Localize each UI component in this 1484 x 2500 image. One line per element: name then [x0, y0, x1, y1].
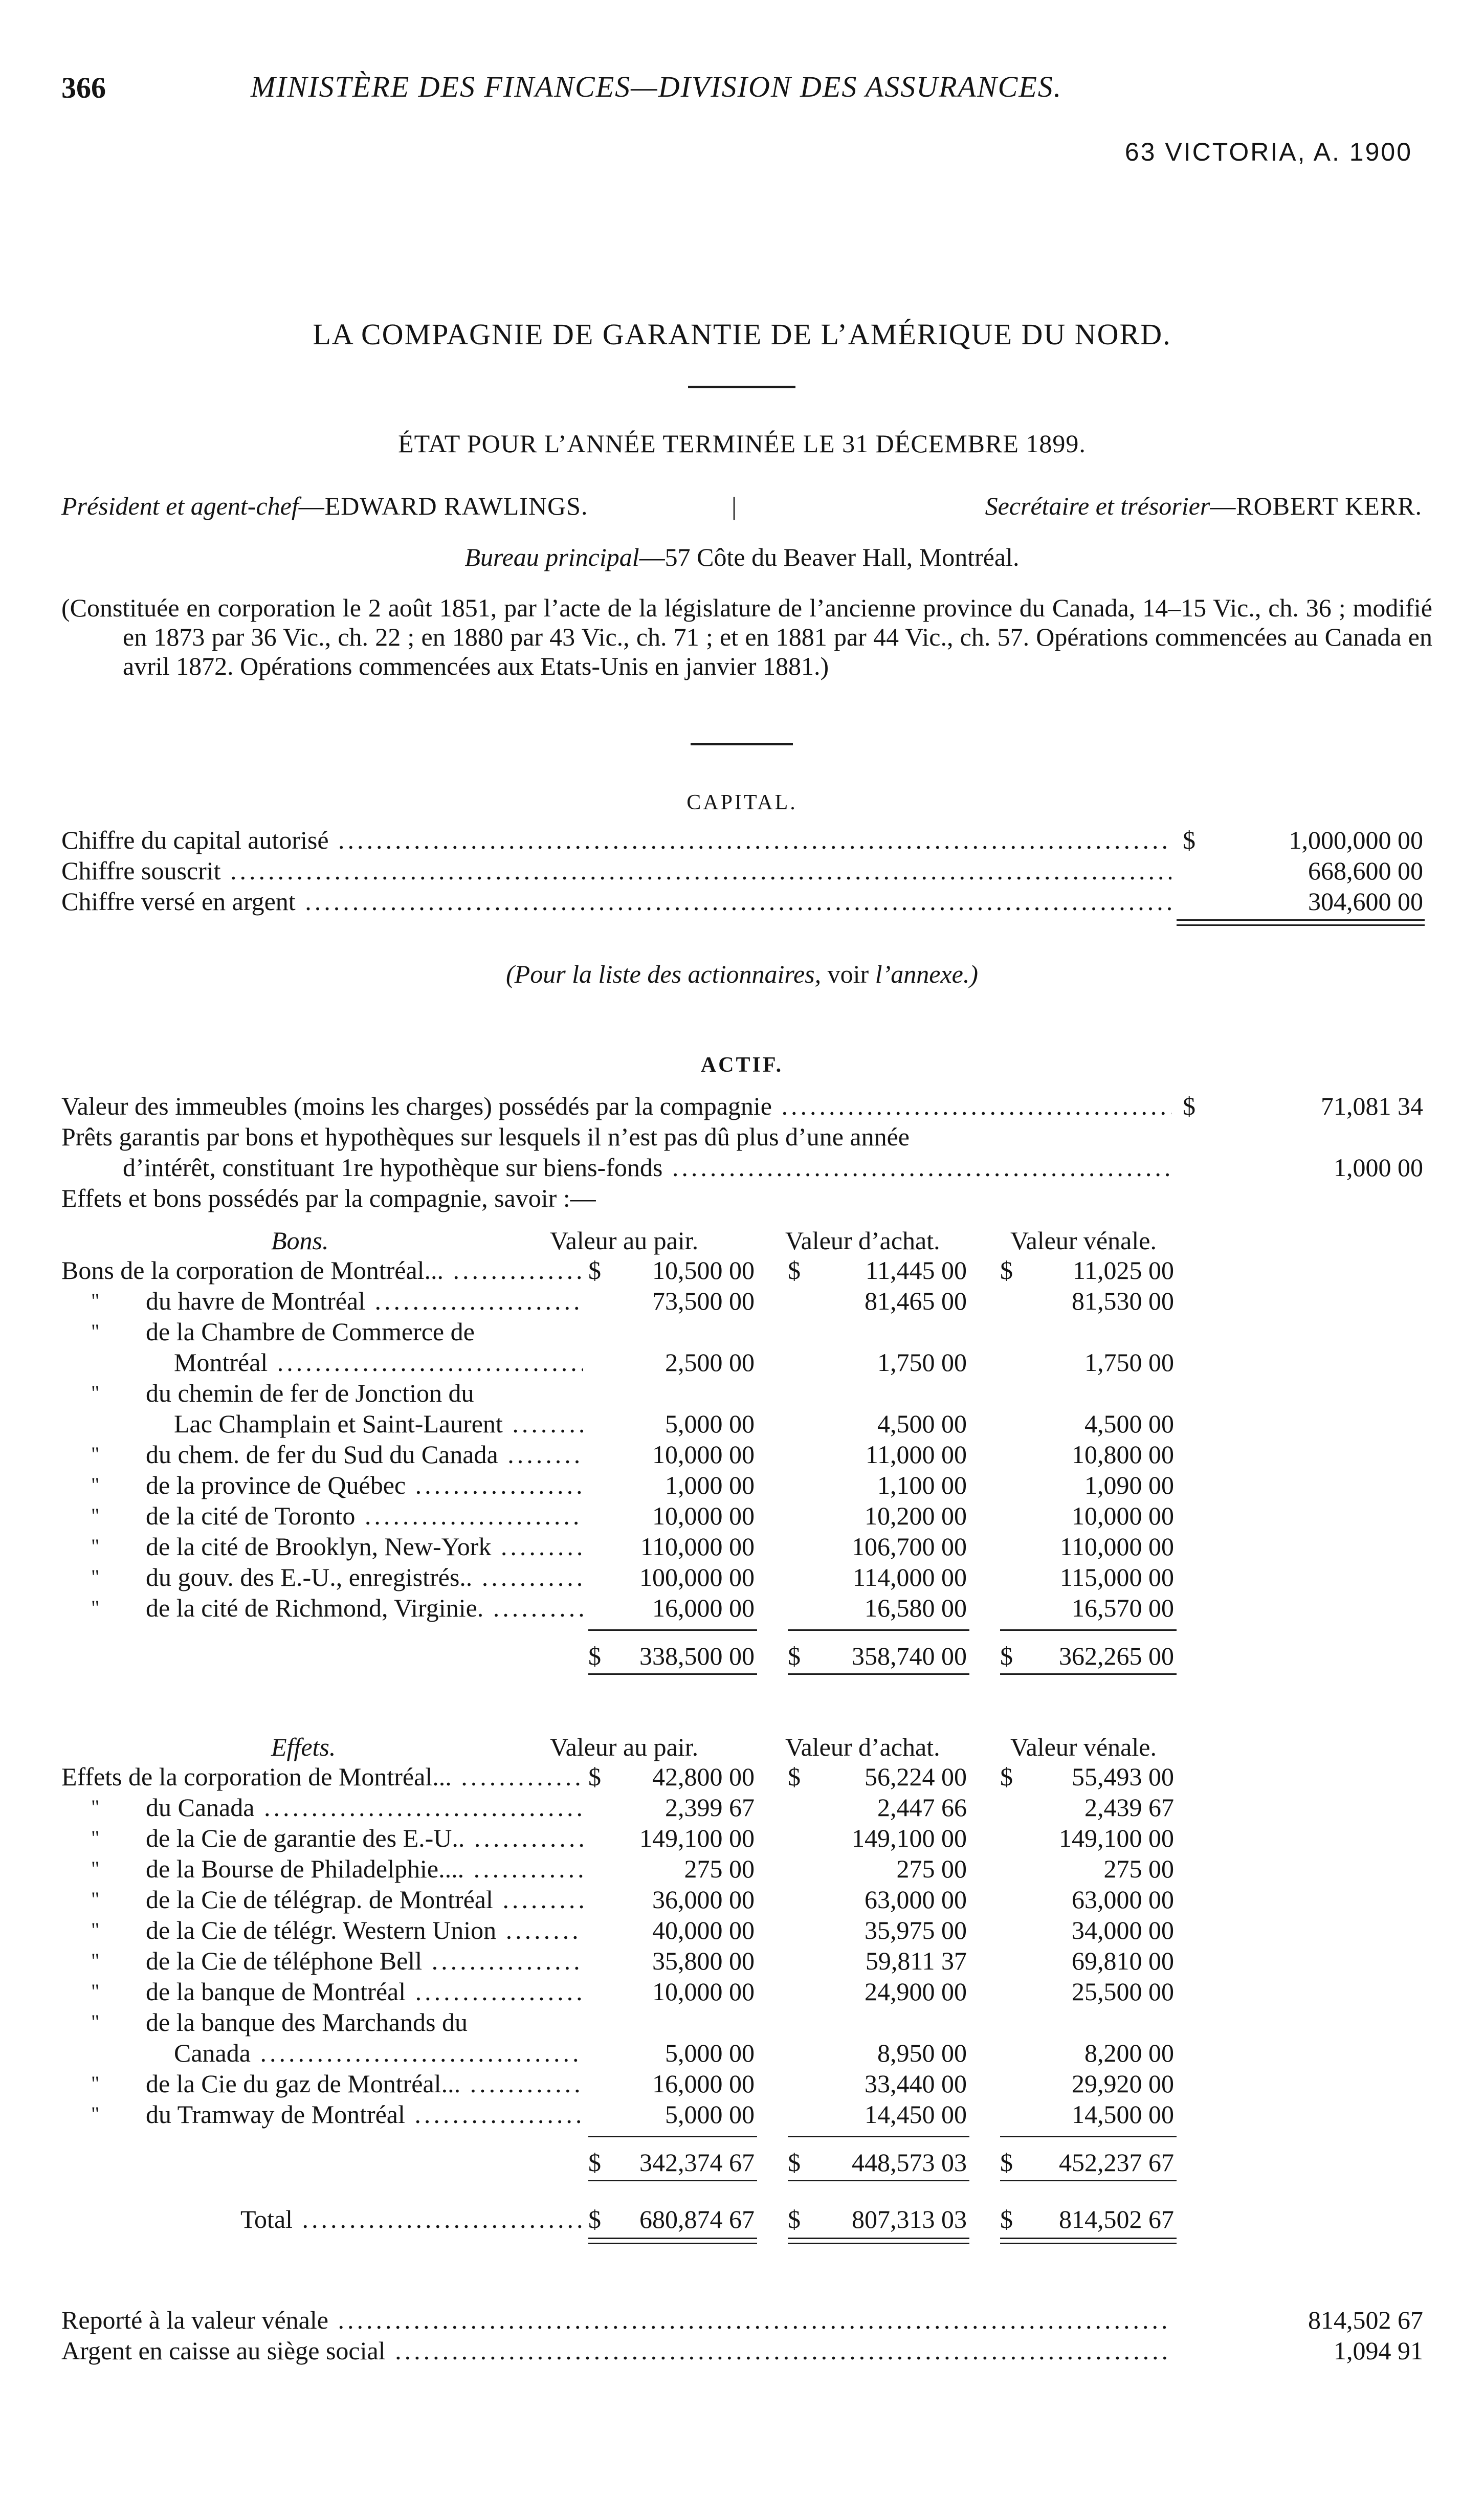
stock-cost-value: 56,224 00	[865, 1762, 967, 1791]
stock-cost-value: 2,447 66	[877, 1793, 967, 1822]
stock-cost-value: 35,975 00	[865, 1916, 967, 1944]
bond-sum-rule	[588, 1629, 757, 1631]
bond-total-underline	[1000, 1673, 1177, 1675]
title-rule	[688, 386, 795, 388]
bond-cost-value: 1,100 00	[877, 1471, 967, 1499]
stock-par-value: 36,000 00	[652, 1885, 755, 1914]
stock-cost-value: 275 00	[896, 1854, 967, 1883]
stock-total-par: 342,374 67	[639, 2148, 755, 2177]
currency-sign: $	[788, 1642, 801, 1670]
stock-total-cost: 448,573 03	[852, 2148, 967, 2177]
currency-sign: $	[588, 1642, 601, 1670]
bond-par-value: 16,000 00	[652, 1594, 755, 1622]
grand-total-double-rule	[588, 2238, 757, 2239]
ditto-mark: "	[91, 1381, 100, 1404]
stock-cost-value: 59,811 37	[865, 1946, 967, 1975]
bond-cost-value: 114,000 00	[852, 1563, 967, 1591]
currency-sign: $	[1000, 2205, 1013, 2233]
bond-par-value: 2,500 00	[665, 1348, 755, 1377]
bond-total-underline	[588, 1673, 757, 1675]
actif-heading: ACTIF.	[700, 1053, 784, 1077]
stock-par-value: 5,000 00	[665, 2100, 755, 2129]
currency-sign: $	[788, 2205, 801, 2233]
stock-market-value: 29,920 00	[1072, 2069, 1174, 2098]
secretary: Secrétaire et trésorier—ROBERT KERR.	[985, 492, 1422, 520]
stock-row-label: Canada .....	[174, 2038, 583, 2068]
stock-market-value: 8,200 00	[1084, 2039, 1174, 2067]
summary-label: Argent en caisse au siège social .....	[61, 2335, 1171, 2366]
currency-sign: $	[1000, 1762, 1013, 1791]
stock-total-underline	[788, 2180, 969, 2181]
stock-market-value: 55,493 00	[1072, 1762, 1174, 1791]
stock-par-value: 2,399 67	[665, 1793, 755, 1822]
bond-par-value: 73,500 00	[652, 1287, 755, 1315]
stock-total-market: 452,237 67	[1059, 2148, 1174, 2177]
bond-sum-rule	[788, 1629, 969, 1631]
grand-total-double-rule	[588, 2243, 757, 2244]
stock-cost-value: 33,440 00	[865, 2069, 967, 2098]
stock-total-underline	[588, 2180, 757, 2181]
currency-sign: $	[588, 2148, 601, 2177]
currency-sign: $	[788, 1256, 801, 1285]
stock-col-cost: Valeur d’achat.	[785, 1733, 940, 1761]
stock-par-value: 35,800 00	[652, 1946, 755, 1975]
stock-market-value: 2,439 67	[1084, 1793, 1174, 1822]
bond-row-label: du gouv. des E.-U., enregistrés.. .....	[146, 1562, 583, 1592]
capital-double-rule	[1177, 924, 1425, 926]
bond-total-cost: 358,740 00	[852, 1642, 967, 1670]
charter-note: (Constituée en corporation le 2 août 1851, par l’acte de la législature de l’ancienne province du Canada, 14–15 Vic., ch. 36 ; modifié en 1873 par 36 Vic., ch. 22 ; en 1880 par 43 Vic., ch. 71 ; et en 1881 par 44 Vic., ch. 57. Opérations commencées au Canada en avril 1872. Opérations commencées aux Etats-Unis en janvier 1881.)	[61, 593, 1432, 680]
bond-col-market: Valeur vénale.	[1010, 1226, 1157, 1255]
currency-sign: $	[1000, 2148, 1013, 2177]
bond-row-label: de la cité de Toronto .....	[146, 1500, 583, 1531]
capital-amount: 1,000,000 00	[1289, 826, 1423, 854]
bond-par-value: 10,000 00	[652, 1501, 755, 1530]
stock-par-value: 16,000 00	[652, 2069, 755, 2098]
currency-sign: $	[1000, 1256, 1013, 1285]
ditto-mark: "	[91, 1796, 100, 1819]
bond-market-value: 81,530 00	[1072, 1287, 1174, 1315]
grand-total-market: 814,502 67	[1059, 2205, 1174, 2233]
stock-section-label: Effets.	[271, 1733, 336, 1761]
ditto-mark: "	[91, 2010, 100, 2033]
ditto-mark: "	[91, 1596, 100, 1619]
currency-sign: $	[1000, 1642, 1013, 1670]
stock-par-value: 42,800 00	[652, 1762, 755, 1791]
stock-market-value: 63,000 00	[1072, 1885, 1174, 1914]
stock-market-value: 69,810 00	[1072, 1946, 1174, 1975]
currency-sign: $	[788, 1762, 801, 1791]
stock-par-value: 149,100 00	[639, 1824, 755, 1852]
grand-total-double-rule	[1000, 2243, 1177, 2244]
securities-label: Effets et bons possédés par la compagnie, savoir :—	[61, 1184, 596, 1212]
bond-market-value: 11,025 00	[1072, 1256, 1174, 1285]
bond-row-label: de la cité de Richmond, Virginie. .....	[146, 1592, 583, 1623]
bond-cost-value: 11,445 00	[865, 1256, 967, 1285]
bond-row-label: du chem. de fer du Sud du Canada .....	[146, 1439, 583, 1470]
bond-par-value: 100,000 00	[639, 1563, 755, 1591]
stock-sum-rule	[788, 2136, 969, 2137]
ditto-mark: "	[91, 1826, 100, 1849]
ditto-mark: "	[91, 1504, 100, 1527]
ditto-mark: "	[91, 1443, 100, 1466]
currency-sign: $	[588, 1256, 601, 1285]
stock-row-label: de la Cie de télégrap. de Montréal .....	[146, 1884, 583, 1915]
real-estate-amount: 71,081 34	[1321, 1092, 1423, 1120]
head-office: Bureau principal—57 Côte du Beaver Hall, Montréal.	[464, 543, 1020, 571]
stock-row-label: Effets de la corporation de Montréal... .....	[61, 1761, 583, 1792]
stock-row-label: du Tramway de Montréal .....	[146, 2099, 583, 2130]
currency-sign: $	[1183, 1092, 1195, 1120]
bond-row-label: du havre de Montréal .....	[146, 1286, 583, 1316]
bond-cost-value: 1,750 00	[877, 1348, 967, 1377]
shareholders-note: (Pour la liste des actionnaires, voir l’annexe.)	[506, 960, 978, 988]
bond-par-value: 5,000 00	[665, 1409, 755, 1438]
bond-row-label: de la cité de Brooklyn, New-York .....	[146, 1531, 583, 1562]
bond-total-underline	[788, 1673, 969, 1675]
loans-label: Prêts garantis par bons et hypothèques sur lesquels il n’est pas dû plus d’une année	[61, 1122, 910, 1151]
bond-market-value: 16,570 00	[1072, 1594, 1174, 1622]
bond-market-value: 1,750 00	[1084, 1348, 1174, 1377]
capital-label: Chiffre versé en argent .....	[61, 886, 1171, 917]
bond-row-label: Bons de la corporation de Montréal... .....	[61, 1255, 583, 1286]
stock-row-label: de la Bourse de Philadelphie.... .....	[146, 1853, 583, 1884]
stock-col-par: Valeur au pair.	[550, 1733, 699, 1761]
bond-par-value: 10,000 00	[652, 1440, 755, 1469]
session-label: 63 VICTORIA, A. 1900	[1124, 138, 1412, 166]
bond-market-value: 4,500 00	[1084, 1409, 1174, 1438]
company-title: LA COMPAGNIE DE GARANTIE DE L’AMÉRIQUE DU NORD.	[313, 318, 1171, 351]
stock-cost-value: 24,900 00	[865, 1977, 967, 2006]
capital-heading: CAPITAL.	[686, 791, 798, 814]
loans-amount: 1,000 00	[1334, 1153, 1423, 1182]
capital-label: Chiffre souscrit .....	[61, 855, 1171, 886]
grand-total-label: Total .....	[240, 2204, 583, 2234]
stock-par-value: 275 00	[684, 1854, 755, 1883]
currency-sign: $	[588, 2205, 601, 2233]
bond-cost-value: 106,700 00	[852, 1532, 967, 1561]
stock-cost-value: 63,000 00	[865, 1885, 967, 1914]
ditto-mark: "	[91, 1857, 100, 1880]
bond-total-market: 362,265 00	[1059, 1642, 1174, 1670]
capital-amount: 668,600 00	[1308, 856, 1423, 885]
bond-market-value: 10,000 00	[1072, 1501, 1174, 1530]
stock-market-value: 14,500 00	[1072, 2100, 1174, 2129]
grand-total-cost: 807,313 03	[852, 2205, 967, 2233]
bond-par-value: 10,500 00	[652, 1256, 755, 1285]
grand-total-double-rule	[788, 2243, 969, 2244]
bond-par-value: 110,000 00	[640, 1532, 755, 1561]
ditto-mark: "	[91, 1289, 100, 1312]
stock-row-label: du Canada .....	[146, 1792, 583, 1823]
summary-amount: 1,094 91	[1334, 2336, 1423, 2365]
stock-market-value: 25,500 00	[1072, 1977, 1174, 2006]
capital-double-rule	[1177, 919, 1425, 921]
loans-label-cont: d’intérêt, constituant 1re hypothèque sur biens-fonds .....	[123, 1152, 1171, 1183]
bond-market-value: 110,000 00	[1059, 1532, 1174, 1561]
bond-market-value: 10,800 00	[1072, 1440, 1174, 1469]
bond-col-par: Valeur au pair.	[550, 1226, 699, 1255]
ditto-mark: "	[91, 1918, 100, 1941]
ditto-mark: "	[91, 2103, 100, 2126]
stock-market-value: 34,000 00	[1072, 1916, 1174, 1944]
stock-market-value: 149,100 00	[1059, 1824, 1174, 1852]
president: Président et agent-chef—EDWARD RAWLINGS.	[61, 492, 588, 520]
bond-row-label: de la province de Québec .....	[146, 1470, 583, 1500]
bond-col-cost: Valeur d’achat.	[785, 1226, 940, 1255]
ditto-mark: "	[91, 1565, 100, 1588]
bond-cost-value: 16,580 00	[865, 1594, 967, 1622]
summary-amount: 814,502 67	[1308, 2306, 1423, 2334]
bond-row-label: Montréal .....	[174, 1347, 583, 1378]
bond-sum-rule	[1000, 1629, 1177, 1631]
grand-total-double-rule	[1000, 2238, 1177, 2239]
stock-col-market: Valeur vénale.	[1010, 1733, 1157, 1761]
stock-row-label: de la Cie de téléphone Bell .....	[146, 1945, 583, 1976]
capital-amount: 304,600 00	[1308, 887, 1423, 916]
stock-sum-rule	[588, 2136, 757, 2137]
bond-row-label: Lac Champlain et Saint-Laurent .....	[174, 1408, 583, 1439]
ditto-mark: "	[91, 1980, 100, 2003]
bond-total-par: 338,500 00	[639, 1642, 755, 1670]
bond-market-value: 115,000 00	[1059, 1563, 1174, 1591]
ditto-mark: "	[91, 1320, 100, 1343]
bond-market-value: 1,090 00	[1084, 1471, 1174, 1499]
stock-par-value: 40,000 00	[652, 1916, 755, 1944]
grand-total-double-rule	[788, 2238, 969, 2239]
stock-row-label: de la banque de Montréal .....	[146, 1976, 583, 2007]
statement-title: ÉTAT POUR L’ANNÉE TERMINÉE LE 31 DÉCEMBRE 1899.	[398, 429, 1086, 458]
stock-cost-value: 8,950 00	[877, 2039, 967, 2067]
stock-sum-rule	[1000, 2136, 1177, 2137]
stock-total-underline	[1000, 2180, 1177, 2181]
ditto-mark: "	[91, 2072, 100, 2095]
currency-sign: $	[588, 1762, 601, 1791]
ditto-mark: "	[91, 1535, 100, 1558]
bond-par-value: 1,000 00	[665, 1471, 755, 1499]
stock-par-value: 10,000 00	[652, 1977, 755, 2006]
capital-label: Chiffre du capital autorisé .....	[61, 825, 1171, 855]
currency-sign: $	[788, 2148, 801, 2177]
bond-cost-value: 4,500 00	[877, 1409, 967, 1438]
bond-cost-value: 11,000 00	[865, 1440, 967, 1469]
ditto-mark: "	[91, 1888, 100, 1911]
stock-row-label: de la Cie du gaz de Montréal... .....	[146, 2068, 583, 2099]
running-title: MINISTÈRE DES FINANCES—DIVISION DES ASSURANCES.	[251, 70, 1062, 103]
stock-row-label: de la Cie de télégr. Western Union .....	[146, 1915, 583, 1945]
stock-row-label: de la Cie de garantie des E.-U.. .....	[146, 1823, 583, 1853]
stock-row-label: de la banque des Marchands du	[146, 2008, 468, 2037]
stock-cost-value: 14,450 00	[865, 2100, 967, 2129]
currency-sign: $	[1183, 826, 1195, 854]
bond-row-label: de la Chambre de Commerce de	[146, 1317, 475, 1346]
stock-par-value: 5,000 00	[665, 2039, 755, 2067]
officers-separator: |	[732, 492, 737, 520]
charter-rule	[691, 743, 793, 745]
real-estate-label: Valeur des immeubles (moins les charges) possédés par la compagnie .....	[61, 1091, 1171, 1121]
stock-market-value: 275 00	[1103, 1854, 1174, 1883]
bond-cost-value: 10,200 00	[865, 1501, 967, 1530]
ditto-mark: "	[91, 1949, 100, 1972]
ditto-mark: "	[91, 1473, 100, 1496]
summary-label: Reporté à la valeur vénale .....	[61, 2305, 1171, 2335]
bond-cost-value: 81,465 00	[865, 1287, 967, 1315]
stock-cost-value: 149,100 00	[852, 1824, 967, 1852]
page-number: 366	[61, 71, 106, 104]
bond-row-label: du chemin de fer de Jonction du	[146, 1379, 474, 1407]
bond-section-label: Bons.	[271, 1226, 329, 1255]
grand-total-par: 680,874 67	[639, 2205, 755, 2233]
